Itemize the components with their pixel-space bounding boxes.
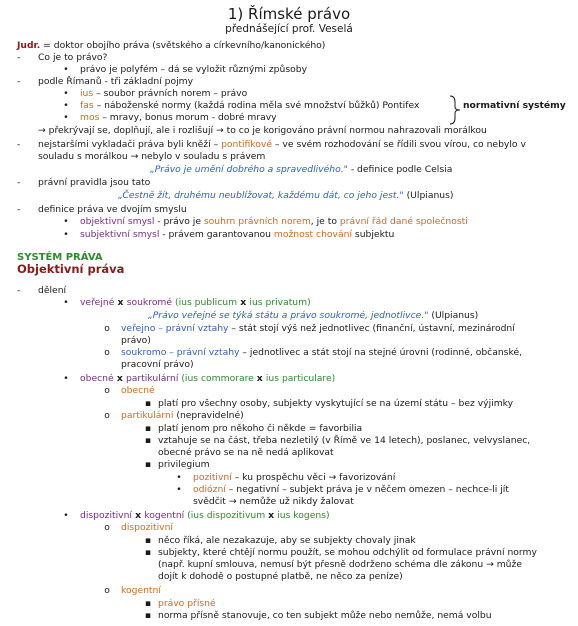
text-line [80,510,330,522]
filled-bullet-icon: • [176,484,182,495]
text-run: - právem garantovanou [159,229,274,240]
text-line [121,323,515,335]
text-run: subjektu [352,229,395,240]
text-line [80,373,335,385]
text-run: Co je to právo? [38,52,108,63]
text-run: dojít k dohodě o postupné platbě, ne něco za peníze) [158,571,403,582]
text-line [38,139,526,151]
square-bullet-icon: ▪ [144,610,152,621]
text-run: – soubor právních norem – právo [93,88,248,99]
filled-bullet-icon: • [176,472,182,483]
text-run: kogentní [121,585,161,596]
text-run: podle Římanů - tři základní pojmy [38,76,194,87]
text-run: – mravy, bonus morum - dobré mravy [99,112,277,123]
text-line [80,297,311,309]
page-subtitle: přednášející prof. Veselá [225,23,353,35]
dash-icon: - [17,177,21,188]
open-bullet-icon: o [104,522,110,533]
text-line [38,285,66,297]
dash-icon: - [17,52,21,63]
text-run: – jednotlivec a stát stojí na stejné úrovni (rodinné, občanské, [239,347,523,358]
text-run: soukromo – právní vztahy [121,347,240,358]
text-run: odiózní [193,484,226,495]
text-line [148,310,478,322]
text-line [158,535,416,547]
text-line [158,547,537,559]
text-run: kogentní [144,510,185,521]
filled-bullet-icon: • [63,373,69,384]
text-run: veřejno – právní vztahy [121,323,229,334]
text-run: , je to [310,216,340,227]
dash-icon: - [17,76,21,87]
text-line [38,76,193,88]
text-run: ( [172,297,179,308]
text-line [80,229,394,241]
text-run: partikulární [125,373,179,384]
text-run: – náboženské normy (každá rodina měla své množství bůžků) Pontifex [93,100,420,111]
square-bullet-icon: ▪ [144,547,152,558]
text-run: (např. kupní smlouva, nemusí být přesně dodrženo schéma dle zákonu → může [158,559,522,570]
text-run: právo přísné [158,598,216,609]
text-line [158,598,216,610]
filled-bullet-icon: • [63,112,69,123]
text-run: x [113,373,126,384]
dash-icon: - [17,139,21,150]
text-run: ius kogens) [277,510,330,521]
text-run: ius [80,88,94,99]
text-run: objektivní smysl [80,216,155,227]
text-line [121,522,173,534]
text-run: pracovní právo) [121,359,194,370]
text-run: ius privatum) [249,297,311,308]
text-run: pontifikové [221,139,272,150]
dash-icon: - [17,285,21,296]
text-line [193,496,354,508]
square-bullet-icon: ▪ [144,459,152,470]
text-line [80,64,307,76]
text-run: platí jenom pro někoho či někde = favorbilia [158,423,363,434]
text-run: právní řád dané společnosti [339,216,468,227]
text-run: Judr. [17,40,41,51]
text-run: – negativní – subjekt práva je v něčem omezen – nechce-li jít [225,484,509,495]
text-run: (Ulpianus) [403,190,454,201]
text-run: (ius dispozitivum [184,510,269,521]
text-run: – ve svém rozhodování se řídili svou vírou, co nebylo v [272,139,526,150]
text-run: (nepravidelné) [173,410,244,421]
dash-icon: - [17,204,21,215]
text-run: dispozitivní [80,510,132,521]
text-line [121,585,161,597]
text-run: vztahuje se na část, třeba nezletilý (v Římě ve 14 letech), poslanec, velvyslanec, [158,435,531,446]
text-run: právo) [121,335,151,346]
filled-bullet-icon: • [63,510,69,521]
text-run: nejstaršími vykladači práva byli kněží – [38,139,222,150]
text-line [158,610,492,622]
text-run: dělení [38,285,67,296]
text-run: dispozitivní [121,522,173,533]
text-run: x [268,510,278,521]
text-run: → překrývají se, doplňují, ale i rozlišují → to co je korigováno právní normou nahrazovali morálkou [38,125,487,136]
text-line [158,447,334,459]
text-line [121,359,194,371]
text-line [38,151,265,163]
text-run: veřejné [80,297,115,308]
square-bullet-icon: ▪ [144,398,152,409]
open-bullet-icon: o [104,585,110,596]
text-run: ius particulare) [265,373,336,384]
text-line [38,177,150,189]
text-line [193,472,395,484]
text-run: platí pro všechny osoby, subjekty vyskytující se na území státu – bez výjimky [158,398,514,409]
text-run: – stát stojí výš než jednotlivec (finanční, ústavní, mezinárodní [228,323,515,334]
text-run: „Právo je umění dobrého a spravedlivého." [150,164,348,175]
text-run: obecné právo se na ně nedá aplikovat [158,447,334,458]
text-line [80,112,277,124]
text-run: subjektivní smysl [80,229,160,240]
square-bullet-icon: ▪ [144,423,152,434]
text-run: souhrn právních norem [203,216,311,227]
text-run: = doktor obojího práva (světského a církevního/kanonického) [40,40,326,51]
section-heading: SYSTÉM PRÁVA [17,252,103,263]
right-brace-icon [449,95,461,125]
text-run: partikulární [121,410,174,421]
text-line [158,571,403,583]
text-run: něco říká, ale nezakazuje, aby se subjekty chovaly jinak [158,535,416,546]
text-run: definice práva ve dvojím smyslu [38,204,187,215]
subsection-heading: Objektivní práva [17,262,125,276]
text-run: „Čestně žít, druhému neublížovat, každému dát, co jeho jest." [118,190,404,201]
text-line [158,423,362,435]
open-bullet-icon: o [104,347,110,358]
text-line [150,164,452,176]
text-run: privilegium [158,459,210,470]
text-line [121,385,155,397]
text-run: - definice podle Celsia [347,164,453,175]
filled-bullet-icon: • [63,100,69,111]
text-line [80,88,247,100]
text-line [158,435,530,447]
text-line [158,398,513,410]
text-line [463,100,566,112]
text-run: „Právo veřejné se týká státu a právo soukromé, jednotlivce." [148,310,429,321]
open-bullet-icon: o [104,323,110,334]
square-bullet-icon: ▪ [144,598,152,609]
text-run: možnost chování [273,229,352,240]
square-bullet-icon: ▪ [144,435,152,446]
text-run: obecné [121,385,155,396]
filled-bullet-icon: • [63,64,69,75]
text-run: obecné [80,373,114,384]
text-line [38,204,187,216]
page-title: 1) Římské právo [227,5,351,23]
text-line [158,559,522,571]
filled-bullet-icon: • [63,297,69,308]
filled-bullet-icon: • [63,216,69,227]
filled-bullet-icon: • [63,88,69,99]
text-line [121,347,522,359]
text-run: (ius commorare [178,373,257,384]
square-bullet-icon: ▪ [144,535,152,546]
text-line [158,459,210,471]
open-bullet-icon: o [104,385,110,396]
text-run: pozitivní [193,472,232,483]
text-line [121,410,244,422]
text-line [118,190,453,202]
open-bullet-icon: o [104,410,110,421]
text-line [80,100,419,112]
filled-bullet-icon: • [63,229,69,240]
text-run: – ku prospěchu věci → favorizování [231,472,396,483]
text-run: x [237,297,250,308]
text-run: právní pravidla jsou tato [38,177,151,188]
text-run: x [256,373,266,384]
text-run: soukromé [126,297,173,308]
text-run: svědčit → nemůže už nikdy žalovat [193,496,354,507]
text-line [38,52,107,64]
text-run: (Ulpianus) [428,310,479,321]
text-run: normativní systémy [463,100,566,111]
text-run: norma přísně stanovuje, co ten subjekt může nebo nemůže, nemá volbu [158,610,492,621]
text-line [121,335,151,347]
text-line [193,484,509,496]
text-line [17,40,325,52]
text-run: souladu s morálkou → nebylo v souladu s právem [38,151,266,162]
text-line [38,125,487,137]
text-run: x [131,510,145,521]
text-run: fas [80,100,94,111]
text-line [80,216,468,228]
text-run: subjekty, které chtějí normu použít, se mohou odchýlit od formulace právní normy [158,547,537,558]
text-run: ius publicum [178,297,238,308]
text-run: x [114,297,127,308]
text-run: mos [80,112,100,123]
text-run: - právo je [154,216,204,227]
text-run: právo je polyfém – dá se vyložit různými způsoby [80,64,308,75]
